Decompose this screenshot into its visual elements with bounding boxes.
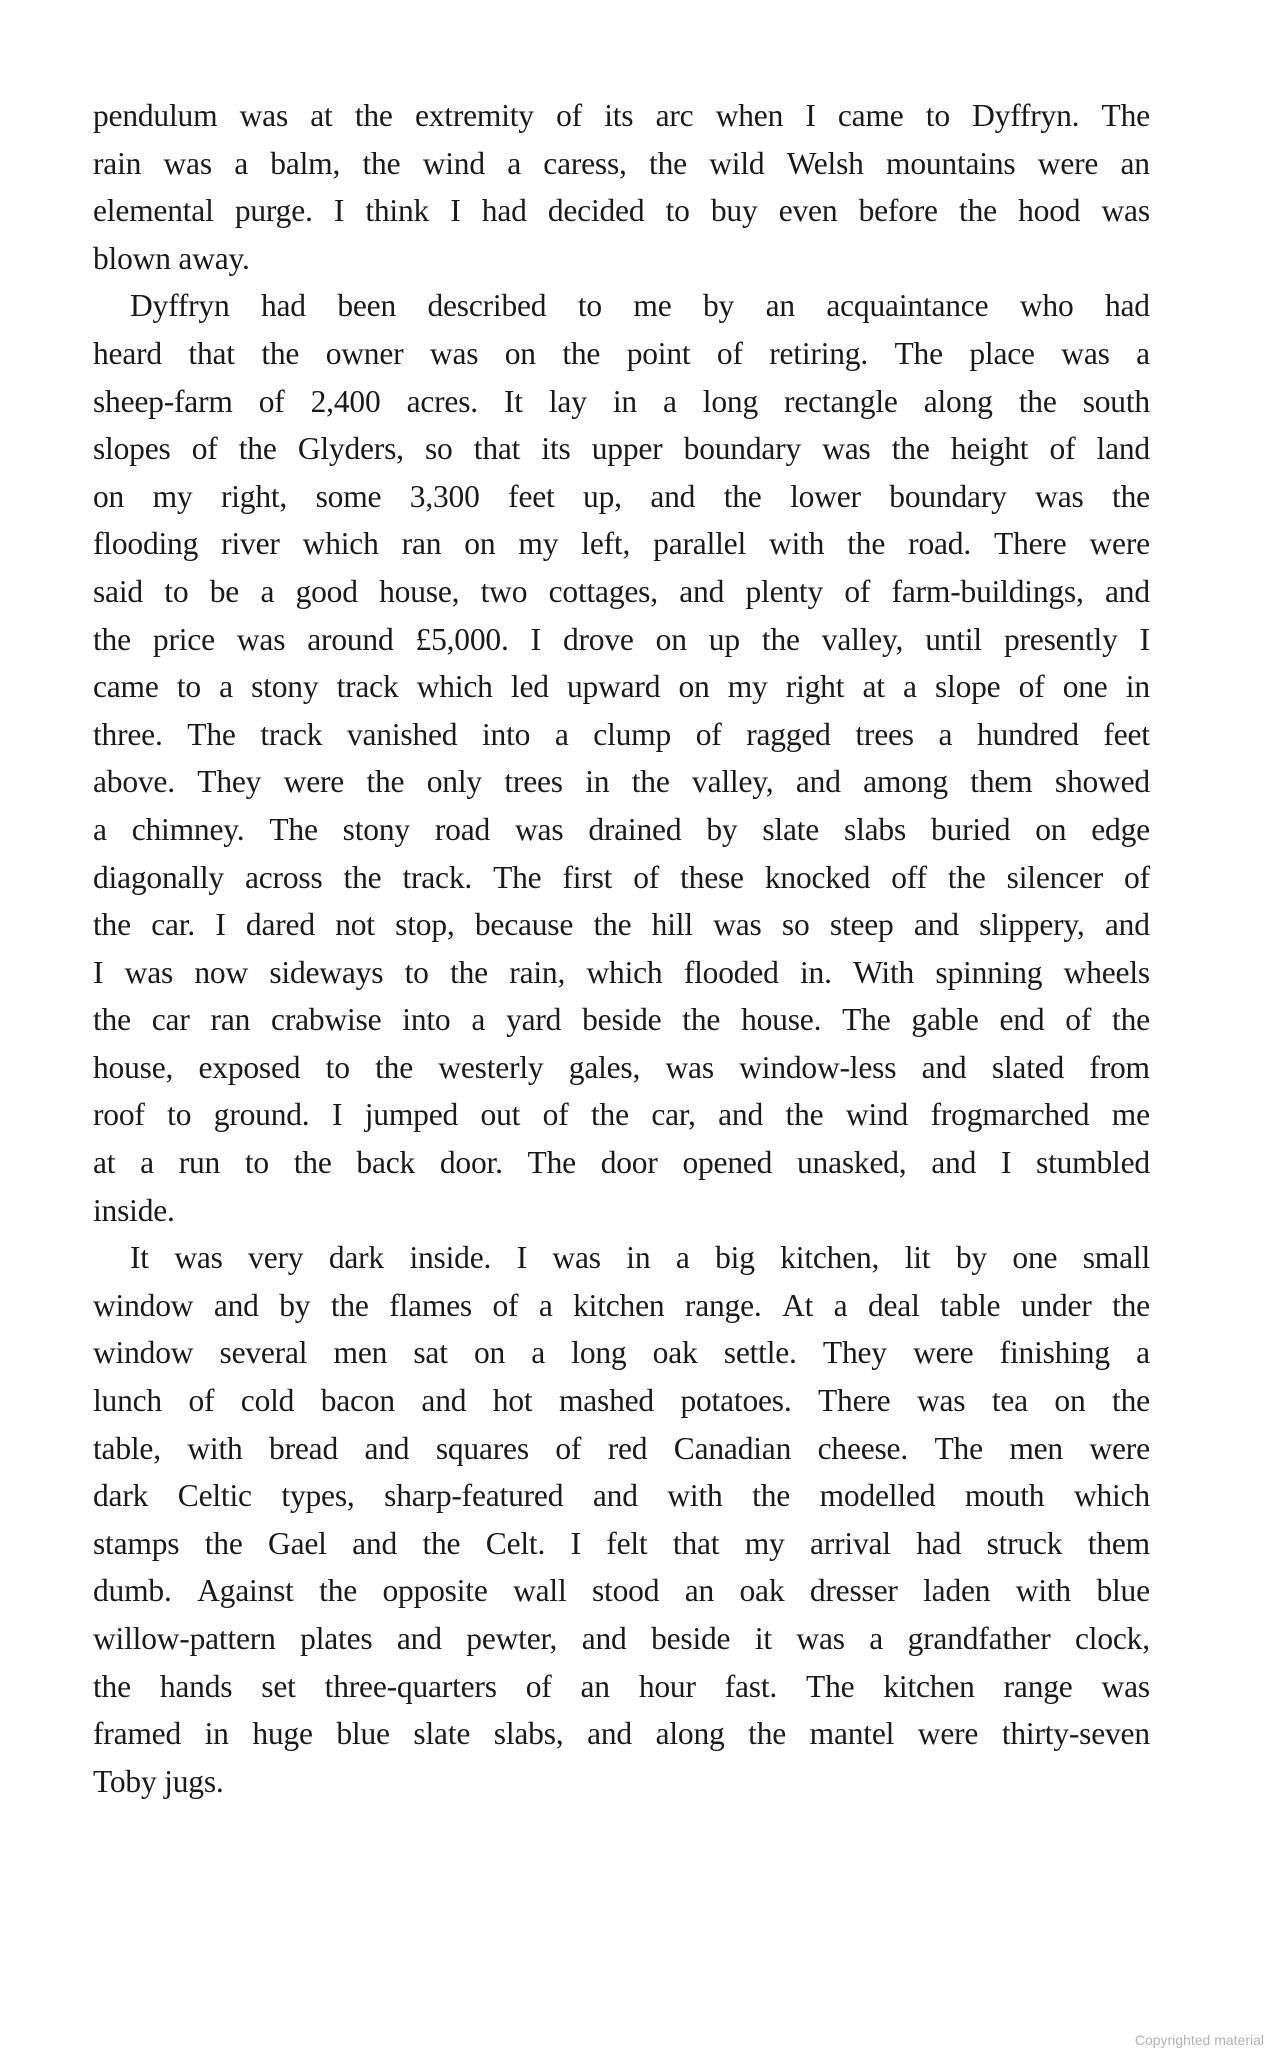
- text-line: came to a stony track which led upward on my right at a slope of one in: [93, 669, 1150, 705]
- text-line: rain was a balm, the wind a caress, the wild Welsh mountains were an: [93, 145, 1150, 181]
- text-line: roof to ground. I jumped out of the car, and the wind frogmarched me: [93, 1097, 1150, 1133]
- text-line: table, with bread and squares of red Canadian cheese. The men were: [93, 1430, 1150, 1466]
- text-line: window several men sat on a long oak settle. They were finishing a: [93, 1335, 1150, 1371]
- text-line: dumb. Against the opposite wall stood an oak dresser laden with blue: [93, 1573, 1150, 1609]
- text-line: the car ran crabwise into a yard beside the house. The gable end of the: [93, 1002, 1150, 1038]
- text-line: inside.: [93, 1192, 175, 1228]
- text-line: slopes of the Glyders, so that its upper boundary was the height of land: [93, 431, 1150, 467]
- text-line: heard that the owner was on the point of retiring. The place was a: [93, 335, 1150, 371]
- text-line: stamps the Gael and the Celt. I felt that my arrival had struck them: [93, 1525, 1150, 1561]
- text-line: I was now sideways to the rain, which flooded in. With spinning wheels: [93, 954, 1150, 990]
- text-line: lunch of cold bacon and hot mashed potatoes. There was tea on the: [93, 1383, 1150, 1419]
- text-line: elemental purge. I think I had decided to buy even before the hood was: [93, 193, 1150, 229]
- text-line: the hands set three-quarters of an hour fast. The kitchen range was: [93, 1668, 1150, 1704]
- text-line: pendulum was at the extremity of its arc when I came to Dyffryn. The: [93, 98, 1150, 133]
- text-line: dark Celtic types, sharp-featured and with the modelled mouth which: [93, 1478, 1150, 1514]
- page-text: [93, 92, 1150, 1805]
- text-line: Toby jugs.: [93, 1763, 224, 1799]
- text-line: three. The track vanished into a clump of ragged trees a hundred feet: [93, 716, 1150, 752]
- text-line: above. They were the only trees in the valley, and among them showed: [93, 764, 1150, 800]
- text-line: willow-pattern plates and pewter, and beside it was a grandfather clock,: [93, 1621, 1150, 1656]
- text-line: blown away.: [93, 240, 250, 276]
- text-line: window and by the flames of a kitchen range. At a deal table under the: [93, 1287, 1150, 1323]
- text-line: said to be a good house, two cottages, and plenty of farm-buildings, and: [93, 573, 1150, 609]
- text-line: house, exposed to the westerly gales, was window-less and slated from: [93, 1049, 1150, 1085]
- text-line: Dyffryn had been described to me by an acquaintance who had: [130, 288, 1150, 324]
- text-line: diagonally across the track. The first of these knocked off the silencer of: [93, 859, 1150, 895]
- text-line: at a run to the back door. The door opened unasked, and I stumbled: [93, 1145, 1150, 1181]
- text-line: flooding river which ran on my left, parallel with the road. There were: [93, 526, 1150, 562]
- copyright-notice: Copyrighted material: [1134, 2032, 1264, 2048]
- text-line: framed in huge blue slate slabs, and along the mantel were thirty-seven: [93, 1716, 1150, 1752]
- text-line: sheep-farm of 2,400 acres. It lay in a long rectangle along the south: [93, 383, 1150, 419]
- text-line: on my right, some 3,300 feet up, and the lower boundary was the: [93, 478, 1150, 514]
- text-line: a chimney. The stony road was drained by slate slabs buried on edge: [93, 811, 1150, 847]
- text-line: the price was around £5,000. I drove on up the valley, until presently I: [93, 621, 1150, 657]
- text-line: It was very dark inside. I was in a big kitchen, lit by one small: [130, 1240, 1150, 1276]
- text-line: the car. I dared not stop, because the hill was so steep and slippery, and: [93, 907, 1150, 943]
